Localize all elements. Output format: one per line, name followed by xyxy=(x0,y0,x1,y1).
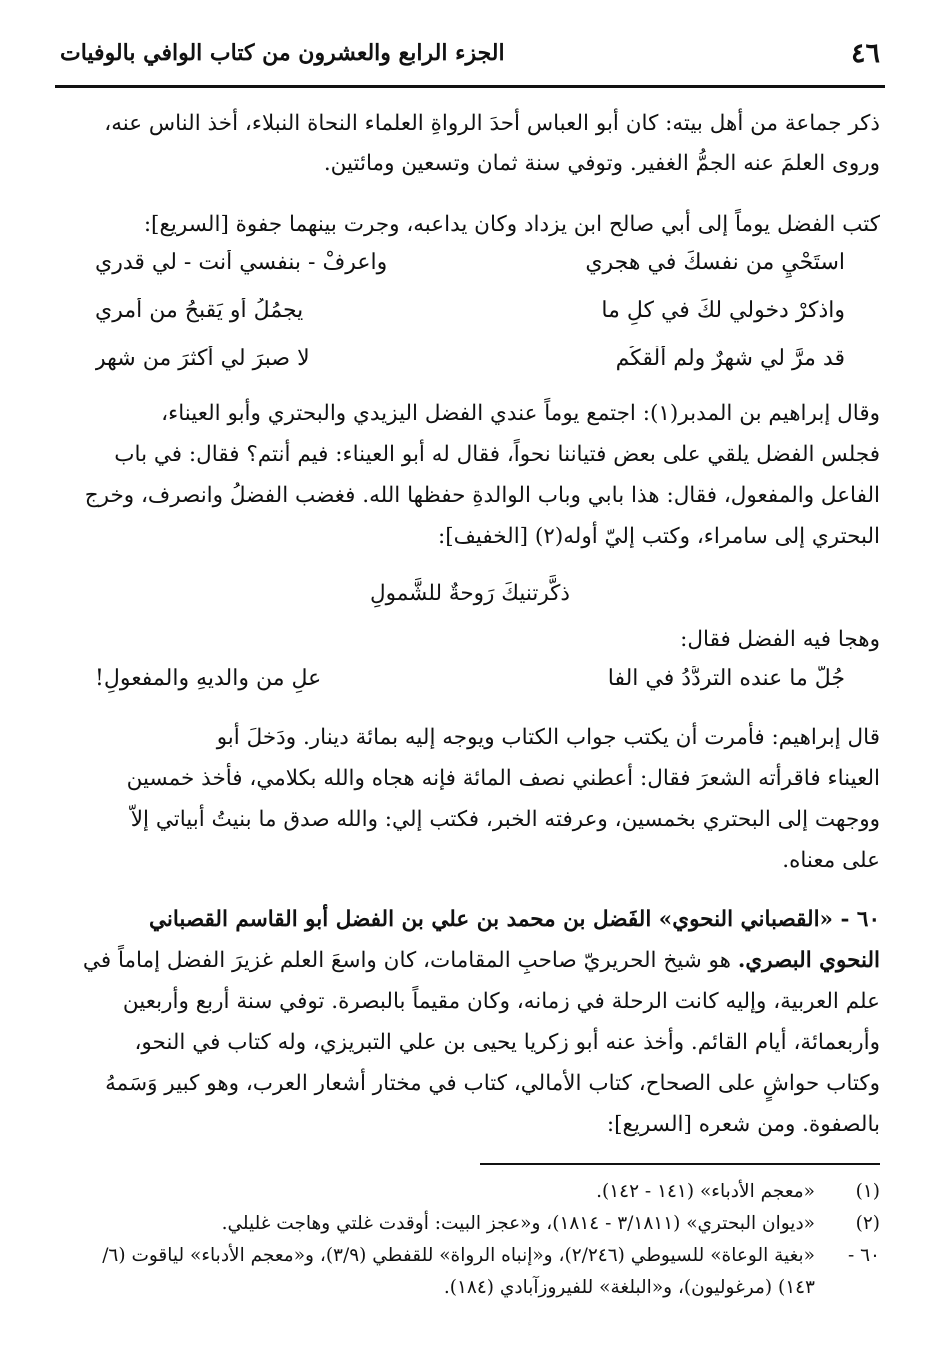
verse-second-hemistich: علِ من والديهِ والمفعولِ! xyxy=(95,666,322,691)
entry-text: هو شيخ الحريريّ صاحبِ المقامات، كان واسعَ العلم غزيرَ الفضل إماماً في xyxy=(82,948,731,973)
paragraph-line: كتب الفضل يوماً إلى أبي صالح ابن يزداد وكان يداعبه، وجرت بينهما جفوة [السريع]: xyxy=(143,212,880,237)
footnote xyxy=(60,1210,880,1238)
header-rule xyxy=(55,85,885,88)
paragraph-line: الفاعل والمفعول، فقال: هذا بابي وباب الوالدةِ حفظها الله. فغضب الفضلُ وانصرف، وخرج xyxy=(84,483,880,508)
page-header xyxy=(60,38,880,78)
footnote-text: ١٤٣) (مرغوليون)، و«البلغة» للفيروزآبادي (١٨٤). xyxy=(443,1277,815,1298)
footnote-rule xyxy=(480,1163,880,1165)
footnote xyxy=(60,1242,880,1270)
entry-heading-continued: النحوي البصري. xyxy=(737,948,880,973)
paragraph-line: وكتاب حواشٍ على الصحاح، كتاب الأمالي، كتاب في مختار أشعار العرب، وهو كبير وَسَمهُ xyxy=(105,1071,880,1096)
footnote xyxy=(60,1178,880,1206)
running-title: الجزء الرابع والعشرون من كتاب الوافي بالوفيات xyxy=(60,40,505,66)
single-verse: ذكَّرتنيكَ رَوحةٌ للشَّمولِ xyxy=(369,581,570,606)
paragraph-line: ووجهت إلى البحتري بخمسين، وعرفته الخبر، فكتب إلي: والله صدق ما بنيتُ أبياتي إلاّ xyxy=(130,807,880,832)
verse-first-hemistich: جُلُّ ما عنده التردُّدُ في الفا xyxy=(607,666,845,691)
paragraph-line: وأربعمائة، أيام القائم. وأخذ عنه أبو زكريا يحيى بن علي التبريزي، وله كتاب في النحو، xyxy=(134,1030,880,1055)
verse-second-hemistich: يجمُلُ أو يَقبحُ من أمري xyxy=(95,298,304,323)
footnote-number: ٦٠ - xyxy=(847,1245,880,1266)
footnote-number: (١) xyxy=(855,1181,880,1202)
verse-first-hemistich: قد مرَّ لي شهرٌ ولم ألْقكُم xyxy=(615,346,845,371)
paragraph-line: وهجا فيه الفضل فقال: xyxy=(680,627,880,652)
verse-second-hemistich: واعرفْ - بنفسي أنت - لي قدري xyxy=(95,250,388,275)
page-number: ٤٦ xyxy=(850,38,880,69)
paragraph-line: على معناه. xyxy=(782,848,880,873)
entry-first-line xyxy=(60,941,880,981)
verse-first-hemistich: استَحْيِ من نفسكَ في هجري xyxy=(585,250,845,275)
paragraph-line: وروى العلمَ عنه الجمُّ الغفير. وتوفي سنة ثمان وتسعين ومائتين. xyxy=(323,151,880,176)
footnote xyxy=(60,1274,880,1302)
paragraph-line: فجلس الفضل يلقي على بعض فتياننا نحواً، فقال له أبو العيناء: فيم أنتم؟ فقال: في باب xyxy=(114,442,880,467)
footnote-number: (٢) xyxy=(855,1213,880,1234)
verse-second-hemistich: لا صبرَ لي أكثرَ من شهر xyxy=(95,346,310,371)
entry-heading: ٦٠ - «القصباني النحوي» الفَضل بن محمد بن علي بن الفضل أبو القاسم القصباني xyxy=(148,907,880,932)
paragraph-line: وقال إبراهيم بن المدبر(١): اجتمع يوماً عندي الفضل اليزيدي والبحتري وأبو العيناء، xyxy=(161,401,880,426)
footnote-text: «بغية الوعاة» للسيوطي (٢/٢٤٦)، و«إنباه الرواة» للقفطي (٣/٩)، و«معجم الأدباء» لياقوت (٦/ xyxy=(102,1245,815,1266)
verse-first-hemistich: واذكرْ دخولي لكَ في كلِ ما xyxy=(601,298,845,323)
paragraph-line: علم العربية، وإليه كانت الرحلة في زمانه، وكان مقيماً بالبصرة. توفي سنة أربع وأربعين xyxy=(122,989,880,1014)
paragraph-line: قال إبراهيم: فأمرت أن يكتب جواب الكتاب ويوجه إليه بمائة دينار. ودَخلَ أبو xyxy=(216,725,880,750)
paragraph-line: البحتري إلى سامراء، وكتب إليّ أوله(٢) [الخفيف]: xyxy=(438,524,880,549)
footnote-text: «معجم الأدباء» (١٤١ - ١٤٢). xyxy=(596,1181,815,1202)
paragraph-line: ذكر جماعة من أهل بيته: كان أبو العباس أحدَ الرواةِ العلماء النحاة النبلاء، أخذ الناس عنه، xyxy=(104,111,880,136)
footnote-text: «ديوان البحتري» (٣/١٨١١ - ١٨١٤)، و«عجز البيت: أوقدت غلتي وهاجت غليلي. xyxy=(221,1213,815,1234)
paragraph-line: العيناء فاقرأته الشعرَ فقال: أعطني نصف المائة فإنه هجاه والله بكلامي، فأخذ خمسين xyxy=(126,766,880,791)
paragraph-line: بالصفوة. ومن شعره [السريع]: xyxy=(606,1112,880,1137)
